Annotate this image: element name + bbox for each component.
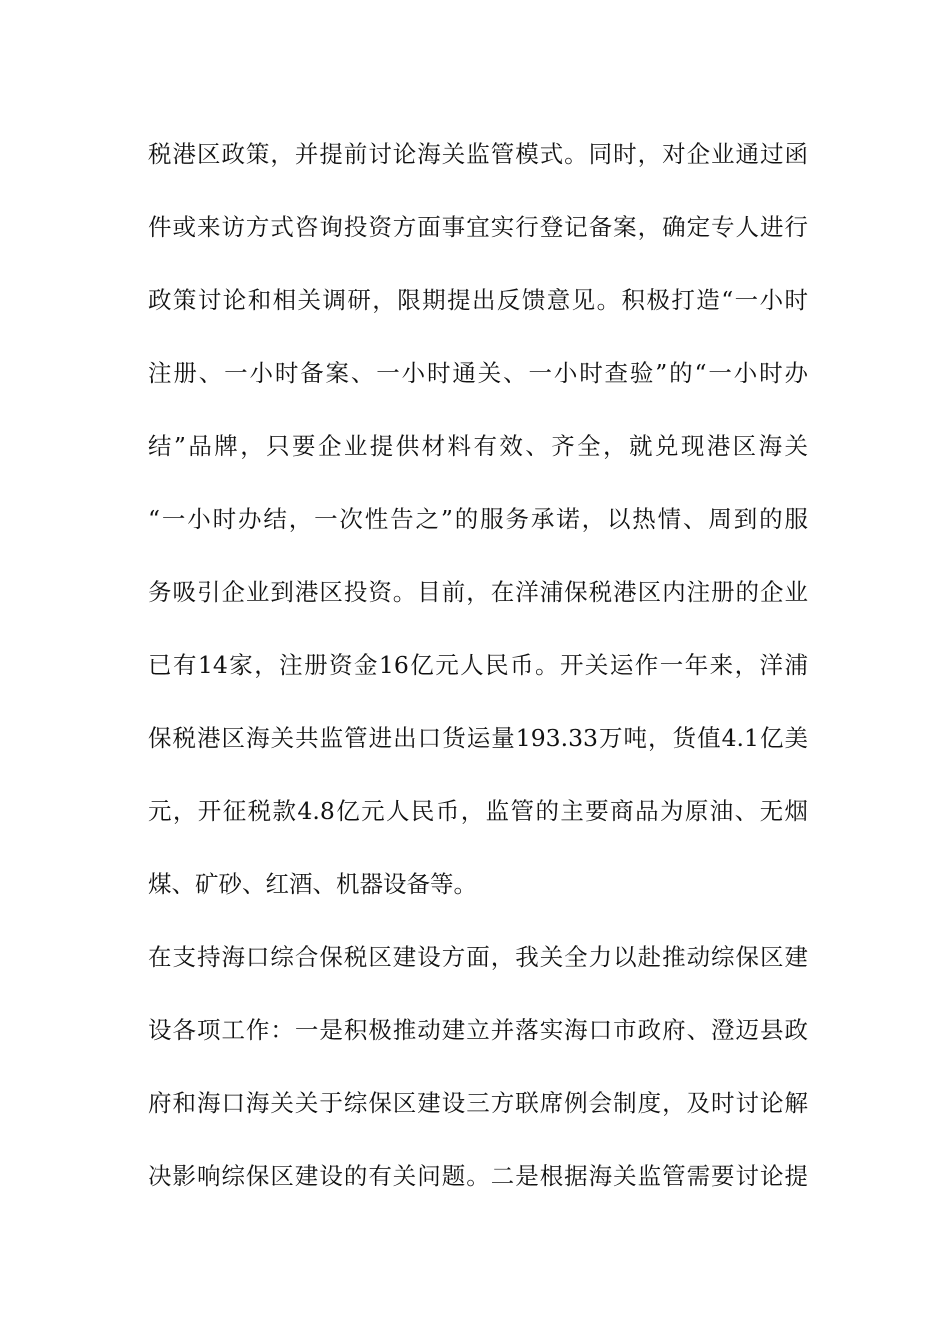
body-text-line: “一小时办结，一次性告之”的服务承诺，以热情、周到的服 — [148, 505, 808, 533]
body-text-line: 务吸引企业到港区投资。目前，在洋浦保税港区内注册的企业 — [148, 578, 808, 606]
body-text-line: 已有14家，注册资金16亿元人民币。开关运作一年来，洋浦 — [148, 651, 808, 679]
body-text-line: 结”品牌，只要企业提供材料有效、齐全，就兑现港区海关 — [148, 432, 808, 460]
body-text-line: 设各项工作：一是积极推动建立并落实海口市政府、澄迈县政 — [148, 1016, 808, 1044]
body-text-line: 保税港区海关共监管进出口货运量193.33万吨，货值4.1亿美 — [148, 724, 808, 752]
body-text-line: 政策讨论和相关调研，限期提出反馈意见。积极打造“一小时 — [148, 286, 808, 314]
body-text-line: 元，开征税款4.8亿元人民币，监管的主要商品为原油、无烟 — [148, 797, 808, 825]
body-text-line: 决影响综保区建设的有关问题。二是根据海关监管需要讨论提 — [148, 1162, 808, 1190]
paragraph-start-line: 在支持海口综合保税区建设方面，我关全力以赴推动综保区建 — [148, 943, 808, 971]
body-text-line: 注册、一小时备案、一小时通关、一小时查验”的“一小时办 — [148, 359, 808, 387]
body-text-line: 税港区政策，并提前讨论海关监管模式。同时，对企业通过函 — [148, 140, 808, 168]
body-text-line: 件或来访方式咨询投资方面事宜实行登记备案，确定专人进行 — [148, 213, 808, 241]
paragraph-end-line: 煤、矿砂、红酒、机器设备等。 — [148, 870, 477, 898]
body-text-line: 府和海口海关关于综保区建设三方联席例会制度，及时讨论解 — [148, 1089, 808, 1117]
